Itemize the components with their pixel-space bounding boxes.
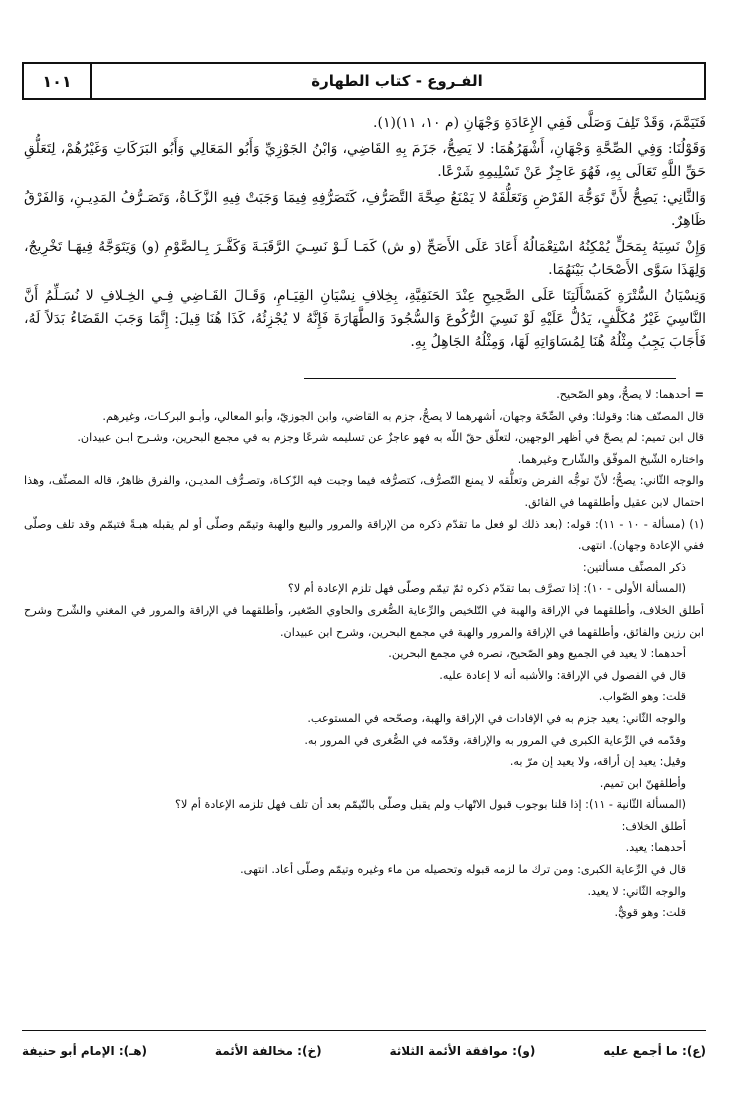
footnote-line: قال في الفصول في الإراقة: والأشبه أنه لا إعادة عليه. <box>439 668 686 682</box>
footnote-divider <box>304 378 676 379</box>
footnote-line: (المسألة الأولى - ١٠): إذا تصرَّف بما تقدّم ذكره ثمّ تيمّم وصلّى فهل تلزم الإعادة أم لا؟ <box>287 582 686 596</box>
legend-consensus: (ع): ما أجمع عليه <box>603 1044 706 1058</box>
main-text <box>24 112 706 357</box>
footer-rule <box>22 1030 706 1031</box>
running-title: الفـروع - كتاب الطهارة <box>311 72 483 90</box>
main-paragraph: فَتَيَمَّمَ، وَقَدْ تَلِفَ وَصَلَّى فَفِي الإِعَادَةِ وَجْهَانِ (م ١٠، ١١)(١). <box>373 115 706 131</box>
footnote-line: والوجه الثّاني: يصحُّ؛ لأنّ توجُّه الفرض وتعلُّقه لا يمنع التّصرُّف، كتصرُّفه فيما وجبت فيه الزّكـاة، وتصـرُّف المديـن، والفرق ظاهرٌ، قاله المصنِّف، وهذا احتمال لابن عقيل وأطلقهما في الفائق. <box>24 474 704 509</box>
main-paragraph: وَإِنْ نَسِيَهُ بِمَحَلٍّ يُمْكِنُهُ اسْتِعْمَالُهُ أَعَادَ عَلَى الأَصَحِّ (و ش) كَمَـا لَـوْ نَسِـيَ الرَّقَبَـةَ وَكَفَّـرَ بِـالصَّوْمِ (و) وَيَتَوَجَّهُ فِيهَـا تَخْرِيجٌ، وَلِهَذَا سَوَّى الأَصْحَابُ بَيْنَهُمَا. <box>24 239 706 278</box>
footnote-line: وأطلقهنّ ابن تميم. <box>599 776 686 790</box>
legend-three-imams: (و): موافقة الأئمة الثلاثة <box>389 1044 536 1058</box>
footnote-line: وقدّمه في الرِّعاية الكبرى في المرور به والإراقة، وقدّمه في الصُّغرى في المرور به. <box>304 733 686 747</box>
footnote-line: قلت: وهو قويٌّ. <box>614 906 686 920</box>
legend-abu-hanifa: (هـ): الإمام أبو حنيفة <box>22 1044 148 1058</box>
footnote-line: أطلق الخلاف: <box>621 819 686 833</box>
footnote-line: قلت: وهو الصّواب. <box>598 690 686 704</box>
main-paragraph: وَنِسْيَانُ السُّتْرَةِ كَمَسْأَلَتِنَا عَلَى الصَّحِيحِ عِنْدَ الحَنَفِيَّةِ، بِخِلافِ نِسْيَانِ القِيَـامِ، وَقَـالَ القَـاضِي فِـي الخِـلافِ لا نُسَـلِّمُ أَنَّ النَّاسِيَ غَيْرُ مُكَلَّفٍ، يَدُلُّ عَلَيْهِ لَوْ نَسِيَ الرُّكُوعَ وَالسُّجُودَ وَالطَّهَارَةَ فَإِنَّهُ لا يُجْزِئُهُ، كَذَا هُنَا قِيلَ: إِنَّمَا وَجَبَ القَضَاءُ بَدَلاً لَهُ، فَأَجَابَ يَجِبُ مِثْلُهُ هُنَا لِمُسَاوَاتِهِ لَهَا، وَمِثْلُهُ الجَاهِلُ بِهِ. <box>24 288 706 350</box>
footnote-line: =أحدهما: لا يصحُّ، وهو الصّحيح. <box>556 388 704 401</box>
continuation-mark: = <box>694 388 704 401</box>
footnote-line: أطلق الخلاف، وأطلقهما في الإراقة والهبة في التّلخيص والرِّعاية الصُّغرى والحاوي الصّغير، وأطلقهما في الإراقة والمرور في المغني والشّرح وشرح ابن رزين والفائق، وأطلقهما في الإراقة والمرور والهبة في مجمع البحرين، وشرح ابن عبيدان. <box>24 603 704 639</box>
footnote-line: (المسألة الثّانية - ١١): إذا قلنا بوجوب قبول الاتّهاب ولم يقبل وصلّى بالتّيمّم بعد أن تلف فهل تلزمه الإعادة أم لا؟ <box>175 798 686 812</box>
footnote-line: وقيل: يعيد إن أراقه، ولا يعيد إن مرّ به. <box>509 755 686 769</box>
footnote-line: ذكر المصنِّف مسألتين: <box>582 560 686 574</box>
footnote-line: والوجه الثّاني: يعيد جزم به في الإفادات في الإراقة والهبة، وصحّحه في المستوعب. <box>307 711 686 725</box>
footnote-line: واختاره الشّيخ الموفّق والشّارح وغيرهما. <box>517 452 704 466</box>
footnote-line: قال في الرِّعاية الكبرى: ومن ترك ما لزمه قبوله وتحصيله من ماء وغيره وتيمّم وصلّى أعاد. انتهى. <box>240 863 686 877</box>
main-paragraph: وَالثَّانِي: يَصِحُّ لأَنَّ تَوَجُّهَ الفَرْضِ وَتَعَلُّقَهُ لا يَمْنَعُ صِحَّةَ التَّصَرُّفِ، كَتَصَرُّفِهِ فِيمَا وَجَبَتْ فِيهِ الزَّكَـاةُ، وَتَصَـرُّفُ المَدِيـنِ، وَالفَرْقُ ظَاهِرٌ. <box>24 190 706 229</box>
page-footer <box>22 1040 706 1062</box>
footnote-line: أحدهما: لا يعيد في الجميع وهو الصّحيح، نصره في مجمع البحرين. <box>388 647 686 661</box>
footnote-line: (١) (مسألة - ١٠ - ١١): قوله: (بعد ذلك لو فعل ما تقدّم ذكره من الإراقة والمرور والبيع والهبة وتيمّم وصلّى أو لم يقبله هبـةً فتيمّم وقد تلف وصلّى ففي الإعادة وجهان). انتهى. <box>24 517 704 553</box>
footnote-line: قال المصنّف هنا: وقولنا: وفي الصِّحّة وجهان، أشهرهما لا يصحُّ، جزم به القاضي، وابن الجوزيّ، وأبو المعالي، وأبـو البركـات، وغيرهم. <box>102 409 704 423</box>
footnote-line: أحدهما: يعيد. <box>625 841 686 855</box>
legend-dissent: (خ): مخالفة الأئمة <box>214 1044 322 1058</box>
page-header <box>22 62 706 100</box>
page-number: ١٠١ <box>24 64 92 98</box>
footnote-line: قال ابن تميم: لم يصحّ في أظهر الوجهين، لتعلّق حقّ اللّه به فهو عاجزٌ عن تسليمه شرعًا وجزم به في مجمع البحرين، وشـرح ابـن عبيدان. <box>77 431 704 445</box>
main-paragraph: وَقَوْلُنَا: وَفِي الصِّحَّةِ وَجْهَانِ، أَشْهَرُهُمَا: لا يَصِحُّ، جَزَمَ بِهِ القَاضِي، وَابْنُ الجَوْزِيِّ وَأَبُو المَعَالِي وَأَبُو البَرَكَاتِ وَغَيْرُهُمْ، لِتَعَلُّقِ حَقِّ اللَّهِ تَعَالَى بِهِ، فَهُوَ عَاجِزٌ عَنْ تَسْلِيمِهِ شَرْعًا. <box>24 141 706 180</box>
footnote-line: والوجه الثّاني: لا يعيد. <box>587 884 686 898</box>
footnotes <box>24 384 704 924</box>
